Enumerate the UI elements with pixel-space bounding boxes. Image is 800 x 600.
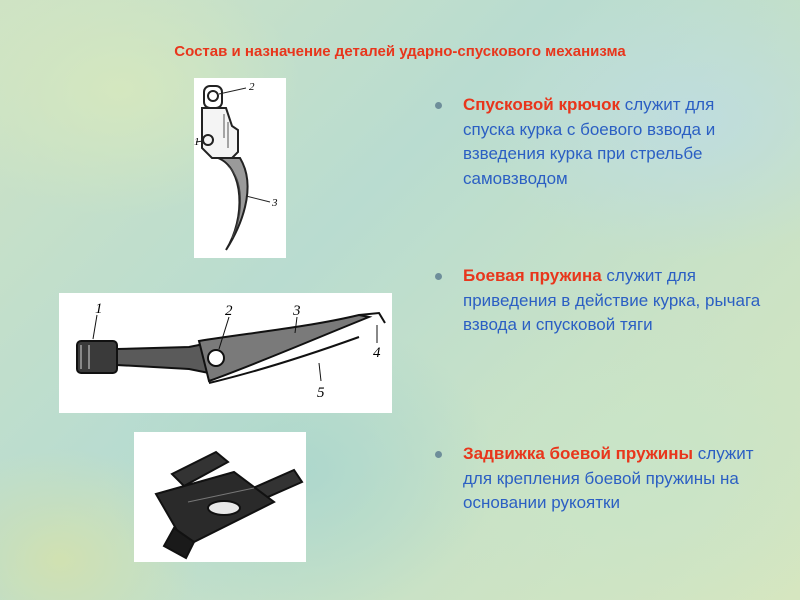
trigger-figure bbox=[194, 78, 286, 258]
bullet-description: служит для приведения в действие курка, рычага взвода и спусковой тяги bbox=[463, 266, 761, 334]
bullet-description: служит для спуска курка с боевого взвода и взведения курка при стрельбе самовзводом bbox=[463, 95, 716, 188]
mainspring-figure bbox=[59, 293, 392, 413]
bullet-text bbox=[463, 442, 763, 516]
bullet-text bbox=[463, 93, 763, 191]
bullet-term: Задвижка боевой пружины bbox=[463, 444, 694, 463]
mainspring-label-2: 2 bbox=[225, 303, 233, 319]
bullet-dot-icon bbox=[435, 451, 442, 458]
latch-drawing bbox=[134, 432, 306, 562]
bullet-term: Боевая пружина bbox=[463, 266, 602, 285]
mainspring-label-4: 4 bbox=[373, 345, 381, 361]
bullet-text bbox=[463, 264, 763, 338]
mainspring-label-3: 3 bbox=[293, 303, 301, 319]
trigger-label-2: 2 bbox=[249, 81, 255, 93]
mainspring-drawing bbox=[59, 293, 392, 413]
latch-figure bbox=[134, 432, 306, 562]
bullet-dot-icon bbox=[435, 273, 442, 280]
bullet-description: служит для крепления боевой пружины на основании рукоятки bbox=[463, 444, 754, 512]
trigger-drawing bbox=[194, 78, 286, 258]
trigger-label-3: 3 bbox=[272, 197, 278, 209]
slide-title: Состав и назначение деталей ударно-спускового механизма bbox=[174, 43, 626, 60]
trigger-label-1: 1 bbox=[194, 136, 200, 148]
mainspring-label-5: 5 bbox=[317, 385, 325, 401]
mainspring-label-1: 1 bbox=[95, 301, 103, 317]
bullet-dot-icon bbox=[435, 102, 442, 109]
bullet-term: Спусковой крючок bbox=[463, 95, 621, 114]
